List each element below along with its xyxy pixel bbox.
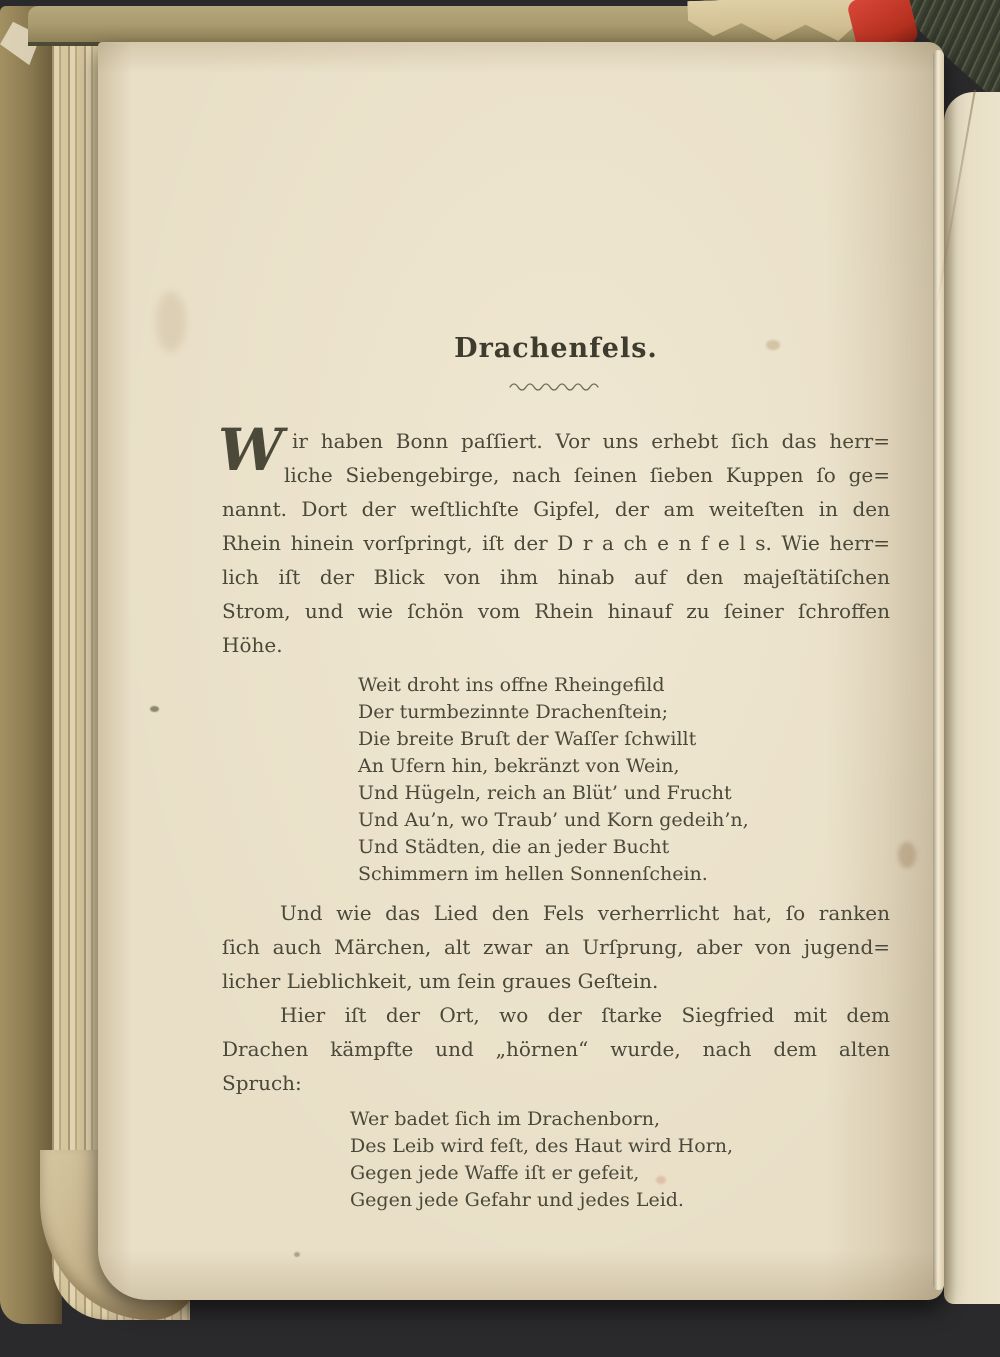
verse-line: Schimmern im hellen Sonnenſchein. [358,863,708,885]
page-title: Drachenfels. [454,333,658,364]
squiggle-icon [508,379,604,393]
text-line: ſich auch Märchen, alt zwar an Urſprung, aber von jugend= [222,935,890,959]
verse-line: Weit droht ins offne Rheingefild [358,674,665,696]
verse-line: Des Leib wird feſt, des Haut wird Horn, [350,1135,734,1157]
book-page [98,42,944,1300]
prose-paragraph [222,998,890,1100]
text-line: ir haben Bonn paſſiert. Vor uns erhebt ſich das herr= [292,429,890,453]
text-line: licher Lieblichkeit, um ſein graues Geſtein. [222,969,659,993]
stain [898,842,916,868]
stain [150,706,159,712]
verse-line: An Ufern hin, bekränzt von Wein, [358,755,680,777]
next-page-edge [944,92,1000,1304]
text-column [218,330,890,1214]
text-line: Hier iſt der Ort, wo der ſtarke Siegfried mit dem [280,1003,890,1027]
text-line: Höhe. [222,633,283,657]
prose-paragraph [222,896,890,998]
squiggle-divider [508,378,604,392]
verse-line: Und Au’n, wo Traub’ und Korn gedeih’n, [358,809,749,831]
text-line: Spruch: [222,1071,302,1095]
verse-line: Die breite Bruſt der Waſſer ſchwillt [358,728,697,750]
verse-line: Gegen jede Waffe iſt er gefeit, [350,1162,640,1184]
stain [156,292,186,352]
stain [294,1252,300,1257]
text-line: lich iſt der Blick von ihm hinab auf den majeſtätiſchen [222,565,890,589]
verse-stanza [222,672,890,888]
gutter-fold [933,50,944,1290]
text-line: Strom, und wie ſchön vom Rhein hinauf zu ſeiner ſchroffen [222,599,890,623]
verse-line: Gegen jede Gefahr und jedes Leid. [350,1189,684,1211]
text-line: Und wie das Lied den Fels verherrlicht hat, ſo ranken [280,901,890,925]
verse-line: Und Hügeln, reich an Blüt’ und Frucht [358,782,732,804]
verse-line: Der turmbezinnte Drachenſtein; [358,701,669,723]
prose-paragraph [218,416,890,662]
text-line: Rhein hinein vorſpringt, iſt der D r a ch e n f e l s. Wie herr= [222,531,890,555]
drop-cap: W [218,416,282,484]
verse-line: Wer badet ſich im Drachenborn, [350,1108,661,1130]
text-line: liche Siebengebirge, nach ſeinen ſieben Kuppen ſo ge= [284,463,890,487]
text-line: nannt. Dort der weſtlichſte Gipfel, der am weiteſten in den [222,497,890,521]
text-line: Drachen kämpfte und „hörnen“ wurde, nach dem alten [222,1037,890,1061]
verse-stanza [222,1106,890,1214]
verse-line: Und Städten, die an jeder Bucht [358,836,670,858]
